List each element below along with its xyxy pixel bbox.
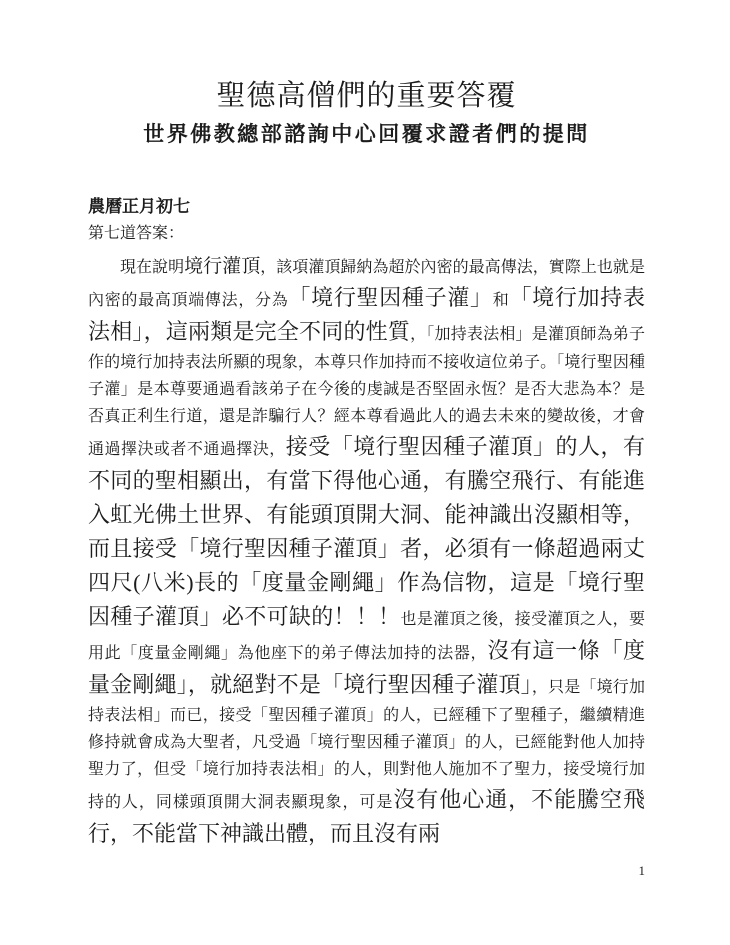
answer-number-label: 第七道答案：: [88, 225, 185, 242]
answer-body-paragraph: [88, 253, 645, 851]
paragraph-segment: ，該項灌頂歸納為超於內密的最高傳法，實際上也就是內密的最高頂端傳法，分為: [88, 259, 645, 309]
page-number: 1: [638, 863, 645, 878]
document-subtitle: 世界佛教總部諮詢中心回覆求證者們的提問: [143, 122, 590, 146]
lunar-date-heading: 農曆正月初七: [88, 197, 190, 216]
paragraph-segment: 和: [492, 292, 510, 309]
paragraph-segment: 「境行加持表法相」，這兩類是完全不同的性質: [88, 285, 645, 344]
paragraph-segment: 接受「境行聖因種子灌頂」的人，有不同的聖相顯出，有當下得他心通，有騰空飛行、有能進入虹光佛土世界、有能頭頂開大洞、能神識出沒顯相等，而且接受「境行聖因種子灌頂」者，必須有一條超過兩丈四尺(八米)長的「度量金剛繩」作為信物，這是「境行聖因種子灌頂」必不可缺的！！！: [88, 434, 645, 629]
paragraph-segment: 沒有他心通，不能騰空飛行，不能當下神識出體，而且沒有兩: [88, 787, 645, 846]
paragraph-segment: ，只是「境行加持表法相」而已，接受「聖因種子灌頂」的人，已經種下了聖種子，繼續精進修持就會成為大聖者，凡受過「境行聖因種子灌頂」的人，已經能對他人加持聖力了，但受「境行加持表法相」的人，則對他人施加不了聖力，接受境行加持的人，同樣頭頂開大洞表顯現象，可是: [88, 679, 645, 811]
paragraph-segment: 也是灌頂之後，接受灌頂之人，要用此「度量金剛繩」為他座下的弟子傳法加持的法器，: [88, 611, 645, 662]
paragraph-segment: 境行灌頂: [184, 256, 261, 277]
paragraph-segment: 「境行聖因種子灌」: [288, 285, 493, 310]
paragraph-segment: ，「加持表法相」是灌頂師為弟子作的境行加持表法所顯的現象，本尊只作加持而不接收這位弟子。「境行聖因種子灌」是本尊要通過看該弟子在今後的虔誠是否堅固永恆？是否大悲為本？是否真正利生行道，還是詐騙行人？經本尊看過此人的過去未來的變故後，才會通過擇決或者不通過擇決，: [88, 326, 645, 458]
paragraph-segment: 現在說明: [120, 259, 185, 276]
document-title: 聖德高僧們的重要答覆: [216, 80, 517, 112]
paragraph-segment: 沒有這一條「度量金剛繩」，就絕對不是「境行聖因種子灌頂」: [88, 638, 645, 697]
